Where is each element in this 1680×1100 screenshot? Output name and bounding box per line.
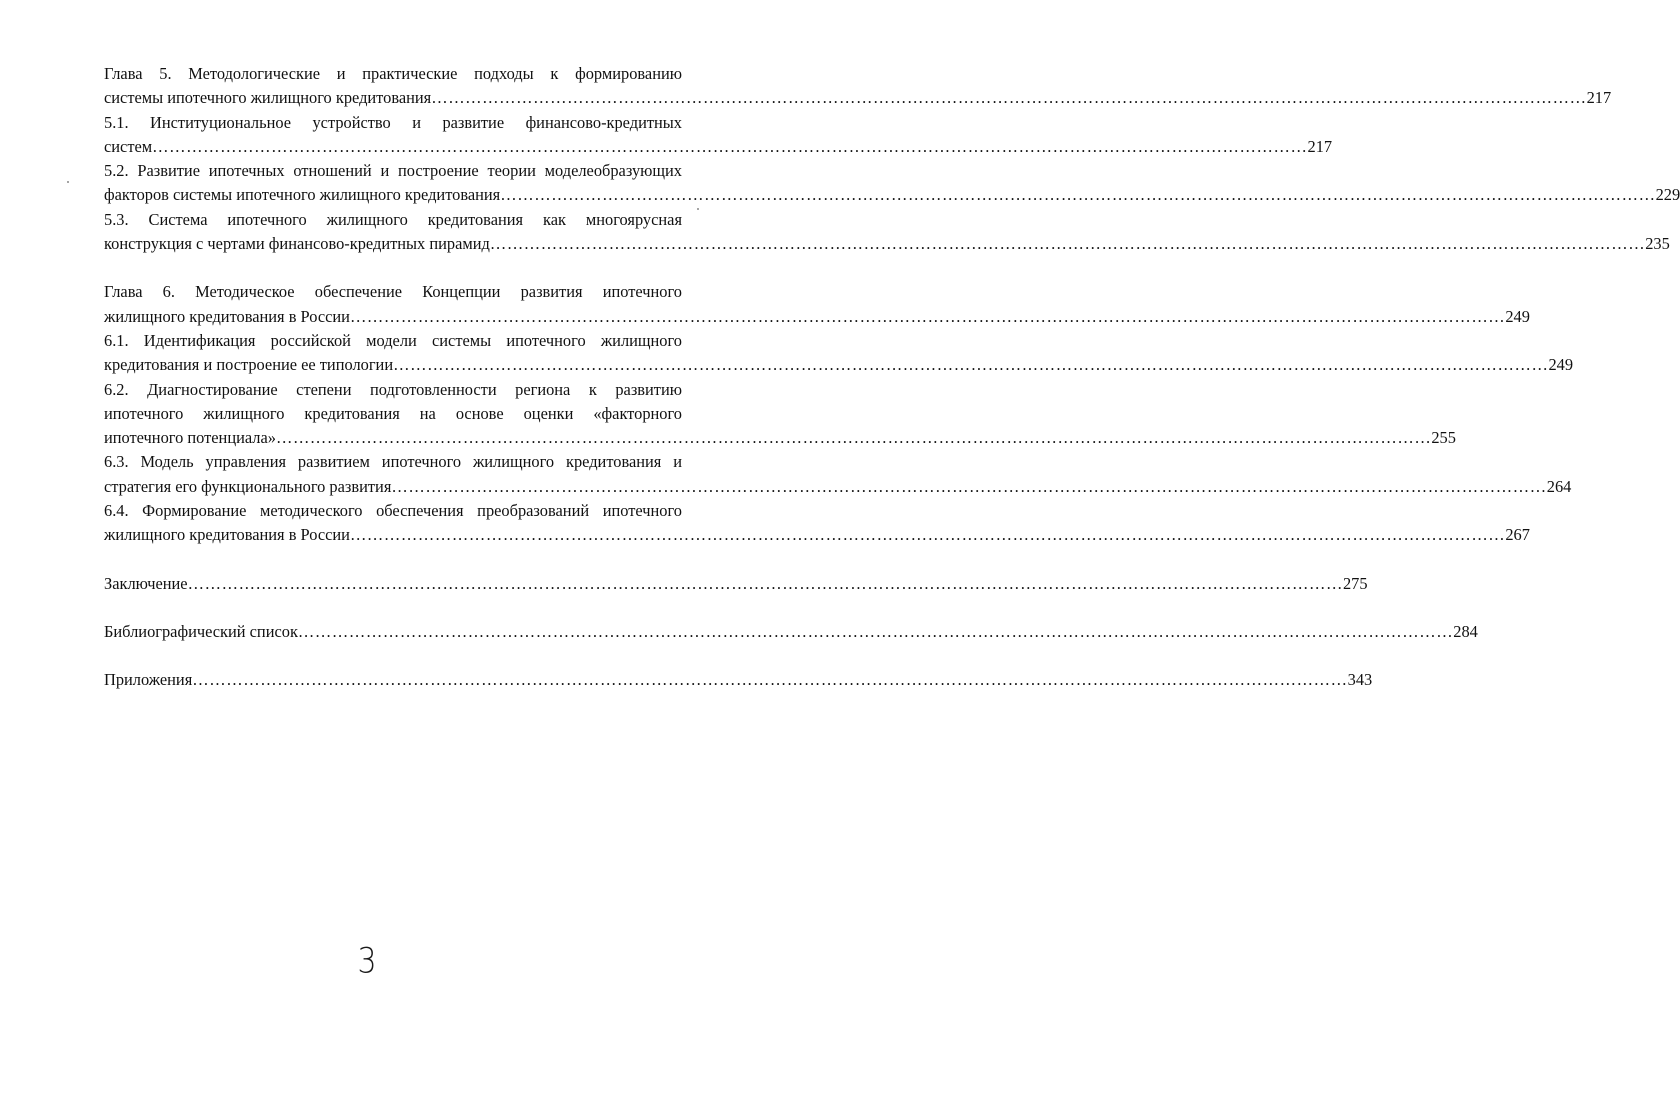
table-of-contents	[104, 62, 1680, 693]
toc-section-6-3-page: 264	[1546, 476, 1572, 496]
section-spacer	[104, 644, 682, 668]
chapter-spacer	[104, 256, 682, 280]
toc-chapter-6-title-line-2: жилищного кредитования в России	[104, 306, 350, 326]
toc-section-5-3-line-1: 5.3. Система ипотечного жилищного кредитования как многоярусная	[104, 209, 682, 229]
toc-section-6-3[interactable]	[104, 450, 1572, 499]
toc-section-6-4-line-1: 6.4. Формирование методического обеспечения преобразований ипотечного	[104, 501, 682, 521]
toc-section-5-2-line-1: 5.2. Развитие ипотечных отношений и построение теории моделеобразующих	[104, 161, 682, 181]
toc-leader-dots	[298, 620, 1453, 644]
toc-section-5-3[interactable]	[104, 208, 1670, 257]
toc-conclusion[interactable]	[104, 572, 1368, 596]
toc-conclusion-label: Заключение	[104, 573, 188, 593]
page-number: 3	[357, 941, 377, 982]
section-spacer	[104, 596, 682, 620]
toc-chapter-5[interactable]	[104, 62, 1612, 111]
toc-section-5-2[interactable]	[104, 159, 1680, 208]
scan-speck	[697, 208, 699, 210]
toc-leader-dots	[391, 475, 1546, 499]
toc-section-6-2-line-2: ипотечного жилищного кредитования на основе оценки «факторного	[104, 403, 682, 423]
toc-leader-dots	[152, 135, 1307, 159]
toc-section-6-4-line-2: жилищного кредитования в России	[104, 525, 350, 545]
toc-chapter-5-title-line-2: системы ипотечного жилищного кредитования	[104, 88, 432, 108]
toc-leader-dots	[192, 668, 1347, 692]
toc-section-5-3-page: 235	[1645, 234, 1670, 254]
toc-appendices-page: 343	[1347, 670, 1373, 690]
section-spacer	[104, 548, 682, 572]
toc-section-5-1[interactable]	[104, 111, 1333, 160]
toc-leader-dots	[393, 353, 1548, 377]
toc-section-6-2-page: 255	[1431, 428, 1456, 448]
toc-section-6-1-page: 249	[1548, 355, 1574, 375]
toc-section-6-1-line-1: 6.1. Идентификация российской модели системы ипотечного жилищного	[104, 330, 682, 350]
toc-section-6-3-line-1: 6.3. Модель управления развитием ипотечного жилищного кредитования и	[104, 452, 682, 472]
toc-section-5-2-line-2: факторов системы ипотечного жилищного кредитования	[104, 185, 501, 205]
toc-section-5-3-line-2: конструкция с чертами финансово-кредитных пирамид	[104, 234, 490, 254]
toc-leader-dots	[500, 183, 1655, 207]
scan-speck	[67, 181, 69, 183]
toc-chapter-5-page: 217	[1586, 88, 1612, 108]
toc-leader-dots	[350, 305, 1505, 329]
toc-section-5-1-line-1: 5.1. Институциональное устройство и развитие финансово-кредитных	[104, 112, 682, 132]
toc-bibliography-label: Библиографический список	[104, 621, 298, 641]
toc-leader-dots	[490, 232, 1645, 256]
toc-leader-dots	[350, 523, 1505, 547]
toc-appendices[interactable]	[104, 668, 1373, 692]
toc-leader-dots	[431, 86, 1586, 110]
toc-section-6-1-line-2: кредитования и построение ее типологии	[104, 355, 394, 375]
toc-section-6-2-line-3: ипотечного потенциала»	[104, 428, 276, 448]
toc-section-6-3-line-2: стратегия его функционального развития	[104, 476, 392, 496]
toc-chapter-6[interactable]	[104, 280, 1530, 329]
toc-section-6-2[interactable]	[104, 378, 1456, 451]
toc-leader-dots	[276, 426, 1431, 450]
toc-section-5-1-page: 217	[1307, 136, 1333, 156]
toc-section-6-1[interactable]	[104, 329, 1574, 378]
toc-bibliography-page: 284	[1453, 621, 1478, 641]
toc-leader-dots	[188, 572, 1343, 596]
toc-appendices-label: Приложения	[104, 670, 193, 690]
toc-chapter-5-title-line-1: Глава 5. Методологические и практические подходы к формированию	[104, 64, 682, 83]
toc-bibliography[interactable]	[104, 620, 1478, 644]
toc-conclusion-page: 275	[1342, 573, 1368, 593]
toc-chapter-6-title-line-1: Глава 6. Методическое обеспечение Концепции развития ипотечного	[104, 282, 682, 302]
toc-chapter-6-page: 249	[1505, 306, 1530, 326]
toc-section-6-2-line-1: 6.2. Диагностирование степени подготовленности региона к развитию	[104, 379, 682, 399]
toc-section-5-1-line-2: систем	[104, 136, 153, 156]
toc-section-6-4-page: 267	[1505, 525, 1530, 545]
toc-section-5-2-page: 229	[1655, 185, 1680, 205]
toc-section-6-4[interactable]	[104, 499, 1530, 548]
